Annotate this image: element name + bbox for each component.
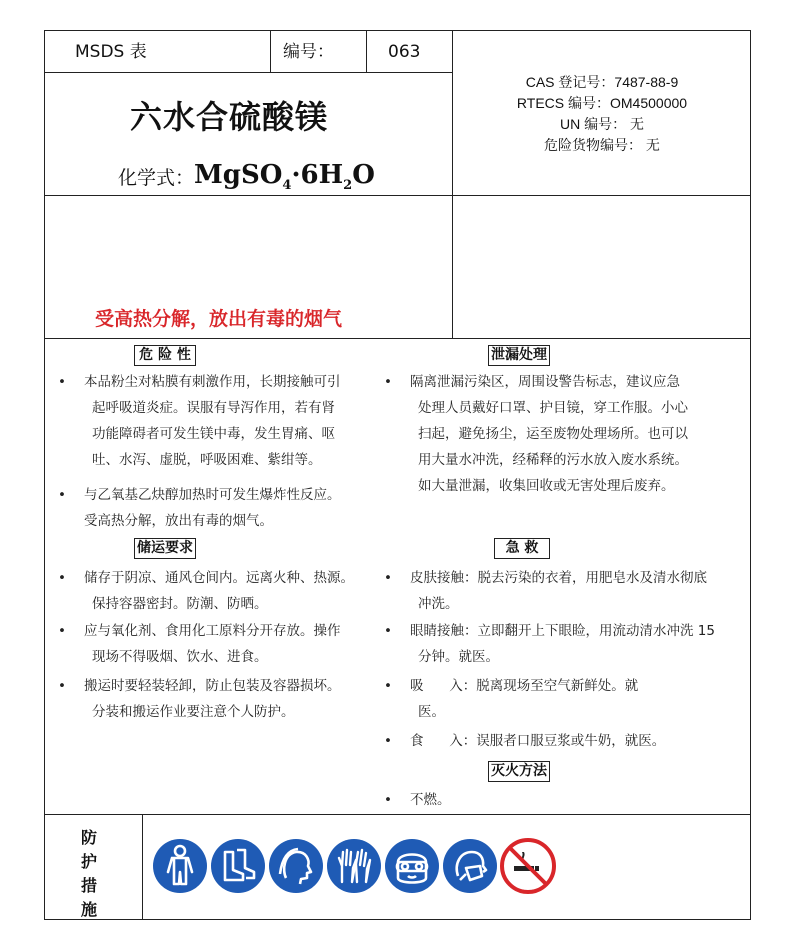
hazards-heading: 危 险 性 [134,345,196,366]
decomposition-warning: 受高热分解，放出有毒的烟气 [95,308,343,330]
divider [452,30,453,338]
respirator-mask-icon [442,838,498,894]
identifiers-block [454,72,750,156]
formula-label: 化学式： [118,167,195,190]
form-label: MSDS 表 [75,42,147,62]
rtecs-number: RTECS 编号：OM4500000 [516,95,688,111]
divider [44,814,751,815]
bullet-icon: • [384,623,392,639]
number-label: 编号： [283,42,334,62]
bullet-icon: • [58,678,66,694]
leak-heading: 泄漏处理 [488,345,550,366]
divider [44,72,452,73]
bullet-icon: • [384,733,392,749]
head-protection-icon [268,838,324,894]
list-item: • 隔离泄漏污染区，周围设警告标志，建议应急 处理人员戴好口罩、护目镜，穿工作服。小心 扫起，避免扬尘，运至废物处理场所。也可以 用大量水冲洗，经稀释的污水放入废水系统。 如大量泄漏，收集回收或无害处理后废弃。 [410,369,688,499]
list-item: • 搬运时要轻装轻卸，防止包装及容器损坏。 分装和搬运作业要注意个人防护。 [84,673,341,725]
number-value: 063 [388,42,421,62]
goggles-icon [384,838,440,894]
divider [366,30,367,72]
bullet-icon: • [58,487,66,503]
bullet-icon: • [58,570,66,586]
list-item: • 眼睛接触：立即翻开上下眼睑，用流动清水冲洗 15 分钟。就医。 [410,618,715,670]
list-item: • 皮肤接触：脱去污染的衣着，用肥皂水及清水彻底 冲洗。 [410,565,707,617]
fire-heading: 灭火方法 [488,761,550,782]
un-number: UN 编号： 无 [560,116,644,132]
gloves-icon [326,838,382,894]
list-item: • 与乙氧基乙炔醇加热时可发生爆炸性反应。 受高热分解，放出有毒的烟气。 [84,482,341,534]
substance-name: 六水合硫酸镁 [130,98,329,136]
list-item: • 本品粉尘对粘膜有刺激作用，长期接触可引 起呼吸道炎症。误服有导泻作用，若有肾 功能障碍者可发生镁中毒，发生胃痛、呕 吐、水泻、虚脱，呼吸困难、紫绀等。 [84,369,341,473]
bullet-icon: • [384,374,392,390]
divider [44,195,751,196]
bullet-icon: • [58,374,66,390]
list-item: • 不燃。 [410,787,451,813]
bullet-icon: • [384,570,392,586]
no-smoking-icon [500,838,556,894]
dangerous-goods-number: 危险货物编号： 无 [544,137,660,153]
bullet-icon: • [384,792,392,808]
divider [270,30,271,72]
cas-number: CAS 登记号：7487-88-9 [525,74,679,90]
storage-heading: 储运要求 [134,538,196,559]
divider [44,338,751,339]
chemical-formula [118,160,375,193]
list-item: • 食 入：误服者口服豆浆或牛奶，就医。 [410,728,665,754]
divider [142,814,143,920]
list-item: • 应与氧化剂、食用化工原料分开存放。操作 现场不得吸烟、饮水、进食。 [84,618,341,670]
protective-suit-icon [152,838,208,894]
first-aid-heading: 急 救 [494,538,550,559]
list-item: • 吸 入：脱离现场至空气新鲜处。就 医。 [410,673,638,725]
bullet-icon: • [384,678,392,694]
protection-label: 防 护 措 施 [80,828,97,919]
safety-boots-icon [210,838,266,894]
formula-value: $MgSO_4\cdot 6H_2O$ [194,160,375,194]
list-item: • 储存于阴凉、通风仓间内。远离火种、热源。 保持容器密封。防潮、防晒。 [84,565,354,617]
bullet-icon: • [58,623,66,639]
